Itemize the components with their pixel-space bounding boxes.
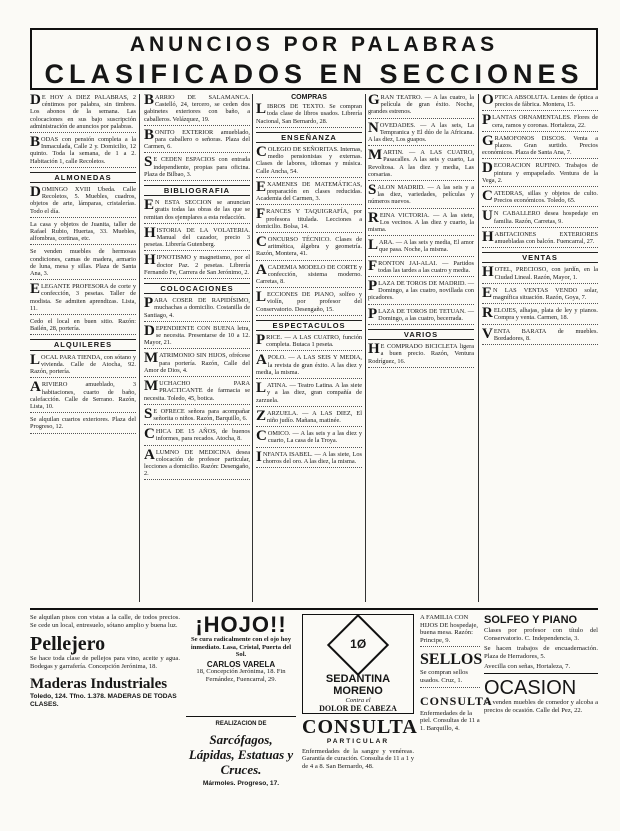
classified-ad: APOLO. — A LAS SEIS Y MEDIA, la revista de gran éxito. A las diez y media, la misma.: [256, 354, 362, 379]
classified-ad: S E OFRECE señora para acompañar señorita o niños. Razón, Barquillo, 6.: [144, 408, 250, 425]
classified-ad: COMICO. — A las seis y a las diez y cuarto, La casa de la Troya.: [256, 430, 362, 447]
header-title-line2: CLASIFICADOS EN SECCIONES: [44, 59, 584, 89]
classified-ad: NOVEDADES. — A las seis, La Tempranica y El dúo de la Africana. A las diez, Los guapos.: [368, 122, 474, 147]
classified-ad: ELEGANTE PROFESORA de corte y confección, 3 pesetas. Taller de modista. Se admiten aprendizas. Lista, 11.: [30, 283, 136, 315]
display-ad-consulta: [302, 716, 418, 822]
section-heading: VARIOS: [368, 329, 474, 340]
classified-ad: PLANTAS ORNAMENTALES. Flores de cera, ramos y coronas. Hortaleza, 22.: [482, 114, 598, 131]
ad-text: Se hacen trabajos de encuadernación. Plaza de Herradores, 5.: [484, 645, 598, 660]
classified-ad: INFANTA ISABEL. — A las siete, Los chorros del oro. A las diez, la misma.: [256, 451, 362, 468]
classified-ad: DEPENDIENTE CON BUENA letra, se necesita. Presentarse de 10 a 12. Mayor, 21.: [144, 325, 250, 350]
section-divider: [30, 608, 598, 610]
ad-title: CARLOS VARELA: [206, 659, 276, 669]
section-heading: COMPRAS: [291, 94, 327, 101]
classified-ad: CONCURSO TÉCNICO. Clases de aritmética, álgebra y geometría. Razón, Montera, 41.: [256, 236, 362, 261]
classified-ad: MATRIMONIO SIN HIJOS, ofrécese para portería. Razón, Calle del Amor de Dios, 4.: [144, 352, 250, 377]
classified-ad: ZARZUELA. — A LAS DIEZ, El niño judío. Mañana, matinée.: [256, 410, 362, 427]
section-heading: ESPECTACULOS: [256, 320, 362, 331]
classified-ad: A FAMILIA CON HIJOS DE hospedaje, buena mesa. Razón: Principe, 9.: [420, 614, 480, 647]
classified-ad: LIBROS DE TEXTO. Se compran toda clase de libros usados. Librería Nacional, San Bernardo, 28.: [256, 103, 362, 128]
ad-title: ¡HOJO!!: [195, 612, 287, 637]
classified-column-3: [256, 94, 362, 602]
classified-ad: HOTEL, PRECIOSO, con jardín, en la Ciudad Lineal. Razón, Mayor, 1.: [482, 266, 598, 283]
section-heading: COLOCACIONES: [144, 283, 250, 294]
display-ad-pellejero: [30, 614, 180, 822]
classified-column-5: [482, 94, 598, 602]
classified-ad: VENTA BARATA de muebles. Bordadores, 8.: [482, 328, 598, 345]
section-heading: VENTAS: [482, 252, 598, 263]
display-ad-column: [420, 614, 493, 822]
column-rule: [252, 94, 253, 602]
ad-text: Clases por profesor con título del Conservatorio. C. Independencia, 3.: [484, 627, 598, 642]
classified-ad: HIPNOTISMO y magnetismo, por el doctor Paz. 2 pesetas. Librería Fernando Fe, Carrera de San Jerónimo, 2.: [144, 254, 250, 279]
ad-subtitle: PARTICULAR: [326, 738, 390, 745]
ad-subtitle: REALIZACION DE: [215, 721, 267, 727]
ad-title: Pellejero: [30, 633, 106, 656]
classified-ad: BODAS con pensión completa a la Inmaculada, Calle 2 y. Domicilio, 12 quinto. Toda la semana, de 1 a 2. Habitación 1, calle Recoletos.: [30, 136, 136, 168]
section-heading: ALMONEDAS: [30, 172, 136, 183]
classified-ad: Se venden muebles de hermosas condiciones, camas de madera, armario de luna, mesa y sillas. Plaza de Santa Ana, 3.: [30, 248, 136, 280]
classified-ad: LATINA. — Teatro Latina. A las siete y a las diez, gran compañía de zarzuela.: [256, 382, 362, 407]
classified-ad: Cedo el local en buen sitio. Razón: Bailén, 28, portería.: [30, 318, 136, 335]
classified-ad: HISTORIA DE LA VOLATERIA. Manual del cazador, precio 3 pesetas. Librería Gutenberg.: [144, 227, 250, 252]
classified-column-4: [368, 94, 474, 602]
ad-title: SEDANTINA MORENO: [325, 673, 391, 697]
classified-ad: PLAZA DE TOROS DE TETUAN. — Domingo, a las cuatro, becerrada.: [368, 308, 474, 325]
ad-text: Toledo, 124. Tfno. 1.378. MADERAS DE TODAS CLASES.: [30, 693, 177, 708]
ad-title: OCASION: [484, 676, 577, 699]
ad-text: Enfermedades de la piel. Consultas de 11 a 1. Barquillo, 4.: [420, 709, 480, 732]
classified-column-1: [30, 94, 136, 602]
ad-text: Se cura radicalmente con el ojo hoy inmediato. Lasa, Cristal, Puerta del Sol.: [190, 636, 292, 659]
display-ad-lapidas: [186, 716, 296, 822]
header-title-line1: ANUNCIOS POR PALABRAS: [129, 33, 499, 56]
classified-ad: RELOJES, alhajas, plata de ley y pianos. Compra y venta. Carmen, 18.: [482, 307, 598, 324]
classified-ad: GRAMOFONOS DISCOS. Venta a plazos. Gran surtido. Precios económicos. Plaza de Santa Ana, 7.: [482, 135, 598, 160]
classified-ad: BONITO EXTERIOR amueblado, para caballero o señoras. Plaza del Carmen, 6.: [144, 129, 250, 154]
classified-ad: FRONTON JAI-ALAI. — Partidos todas las tardes a las cuatro y media.: [368, 260, 474, 277]
ad-text: Contra el: [345, 697, 371, 704]
classified-ad: FRANCES Y TAQUIGRAFÍA, por profesora titulada. Lecciones a domicilio. Bolsa, 14.: [256, 208, 362, 233]
classified-ad: OPTICA ABSOLUTA. Lentes de óptica a precios de fábrica. Montera, 15.: [482, 94, 598, 111]
section-heading: ALQUILERES: [30, 339, 136, 350]
ad-title: SELLOS: [420, 651, 483, 669]
classified-ad: MARTIN. — A LAS CUATRO, Pasacalles. A las seis y cuarto, La Revoltosa. A las diez y media, Las corsarias.: [368, 149, 474, 181]
classified-ad: DECORACION RUFINO. Trabajos de pintura y empapelado. Ventura de la Vega, 2.: [482, 162, 598, 187]
classified-ad: U N CABALLERO desea hospedaje en familia. Razón, Carretas, 9.: [482, 210, 598, 227]
classified-ad: BARRIO DE SALAMANCA. Castelló, 24, tercero, se ceden dos gabinetes exteriores con baño, a caballeros. Velázquez, 19.: [144, 94, 250, 126]
ad-text: Enfermedades de la sangre y venéreas. Garantía de curación. Consulta de 11 a 1 y de 4 a 8. San Bernardo, 48.: [302, 747, 414, 770]
display-ad-sedantina: [302, 614, 414, 714]
classified-ad: CHICA DE 15 AÑOS, de buenos informes, para recados. Atocha, 8.: [144, 428, 250, 445]
classified-ad: LECCIONES DE PIANO, solfeo y violín, por profesor del Conservatorio. Desengaño, 15.: [256, 291, 362, 316]
column-rule: [139, 94, 140, 602]
classified-ad: D E HOY A DIEZ PALABRAS, 2 céntimos por palabra, sin timbres. Los abonos de la semana. Las colocaciones en sus bajo suscripción administración de anuncios por palabras.: [30, 94, 136, 133]
classified-ad: Se compran sellos usados. Cruz, 1.: [420, 669, 480, 687]
classified-ad: LARA. — A las seis y media, El amor que pasa. Noche, la misma.: [368, 239, 474, 256]
display-ad-solfeo: [484, 614, 598, 822]
classified-ad: S E CEDEN ESPACIOS con entrada independiente, propias para oficina. Plaza de Bilbao, 3.: [144, 156, 250, 181]
classified-header: [30, 28, 598, 90]
ad-text: Se venden muebles de comedor y alcoba a precios de ocasión. Calle del Pez, 22.: [484, 698, 598, 714]
classified-ad: PARA COSER DE RAPIDÍSIMO, muchachas a domicilio. Costanilla de Santiago, 4.: [144, 297, 250, 322]
ad-title: CONSULTA: [420, 693, 493, 708]
ad-title: CONSULTA: [302, 716, 418, 738]
ad-title: Sarcófagos, Lápidas, Estatuas y Cruces.: [188, 731, 294, 777]
ad-title: Maderas Industriales: [30, 676, 168, 693]
column-rule: [365, 94, 366, 602]
classified-ad: EXAMENES DE MATEMÁTICAS, preparación en clases reducidas. Academia del Carmen, 3.: [256, 181, 362, 206]
classified-ad: GRAN TEATRO. — A las cuatro, la película de gran éxito. Noche, grandes estrenos.: [368, 94, 474, 119]
classified-column-2: [144, 94, 250, 602]
ad-text: Se hace toda clase de pellejos para vino, aceite y agua. Bodegas y garrafería. Concepción Jerónima, 18.: [30, 655, 180, 670]
classified-ad: LOCAL PARA TIENDA, con sótano y vivienda. Calle de Atocha, 92. Razón, portería.: [30, 354, 136, 379]
section-heading: BIBLIOGRAFIA: [144, 185, 250, 196]
ad-text: Se alquilan pisos con vistas a la calle, de todos precios. Se cede un local, entresuelo, sótano amplio y buena luz.: [30, 614, 180, 629]
classified-ad: COLEGIO DE SEÑORITAS. Internas, medio pensionistas y externas. Clases de labores, idiomas y música. Calle Ancha, 54.: [256, 146, 362, 178]
classified-ad: MUCHACHO PARA PRACTICANTE de farmacia se necesita. Toledo, 45, botica.: [144, 380, 250, 405]
classified-ad: H E COMPRADO BICICLETA ligera a buen precio. Razón, Ventura Rodríguez, 16.: [368, 343, 474, 368]
classified-ad: Se alquilan cuartos exteriores. Plaza del Progreso, 12.: [30, 416, 136, 433]
classified-ad: ACADEMIA MODELO DE CORTE y confección, sistema moderno. Carretas, 8.: [256, 264, 362, 289]
classified-ad: CATEDRAS, sillas y objetos de culto. Precios económicos. Toledo, 65.: [482, 190, 598, 207]
ad-subtitle: DOLOR DE CABEZA: [319, 703, 397, 713]
logo-diamond: 1Ø: [327, 614, 389, 676]
classified-ad: HABITACIONES EXTERIORES amuebladas con balcón. Fuencarral, 27.: [482, 231, 598, 248]
classified-ad: DOMINGO XVIII Ubeda. Calle Recoletos, 5. Muebles, cuadros, objetos de arte, lámparas, cristalerías. Todo el día.: [30, 186, 136, 218]
section-heading: ENSEÑANZA: [256, 132, 362, 143]
classified-ad: E N LAS VENTAS VENDO solar, magnífica situación. Razón, Goya, 7.: [482, 287, 598, 304]
display-ad-hojo: [186, 614, 296, 714]
ad-title: SOLFEO Y PIANO: [484, 614, 578, 626]
classified-ad: PLAZA DE TOROS DE MADRID. — Domingo, a las cuatro, novillada con picadores.: [368, 280, 474, 305]
classified-ad: REINA VICTORIA. — A las siete, Los vecinos. A las diez y cuarto, la misma.: [368, 212, 474, 237]
classified-ad: La casa y objetos de Juanita, taller de Rafael Rubio, Huertas, 33. Muebles, alfombras, cortinas, etc.: [30, 221, 136, 246]
ad-text: Avecilla con señas, Hortaleza, 7.: [484, 663, 598, 674]
classified-ad: ALUMNO DE MEDICINA desea colocación de profesor particular, lecciones a domicilio. Razón: Desengaño, 2.: [144, 449, 250, 481]
ad-text: 18, Concepción Jerónima, 18. Fin Fernández, Fuencarral, 29.: [196, 668, 286, 683]
classified-ad: ARIVIERO amueblado, 3 habitaciones, cuarto de baño, calefacción. Calle de Serrano. Razón, Lista, 10.: [30, 381, 136, 413]
ad-text: Mármoles. Progreso, 17.: [202, 779, 280, 787]
classified-ad: SALON MADRID. — A las seis y a las diez, variedades, películas y números nuevos.: [368, 184, 474, 209]
column-rule: [478, 94, 479, 602]
classified-ad: PRICE. — A LAS CUATRO, función completa. Butaca 1 peseta.: [256, 334, 362, 351]
classified-ad: E N ESTA SECCION se anuncian gratis todas las obras de las que se remitan dos ejemplares a esta redacción.: [144, 199, 250, 224]
